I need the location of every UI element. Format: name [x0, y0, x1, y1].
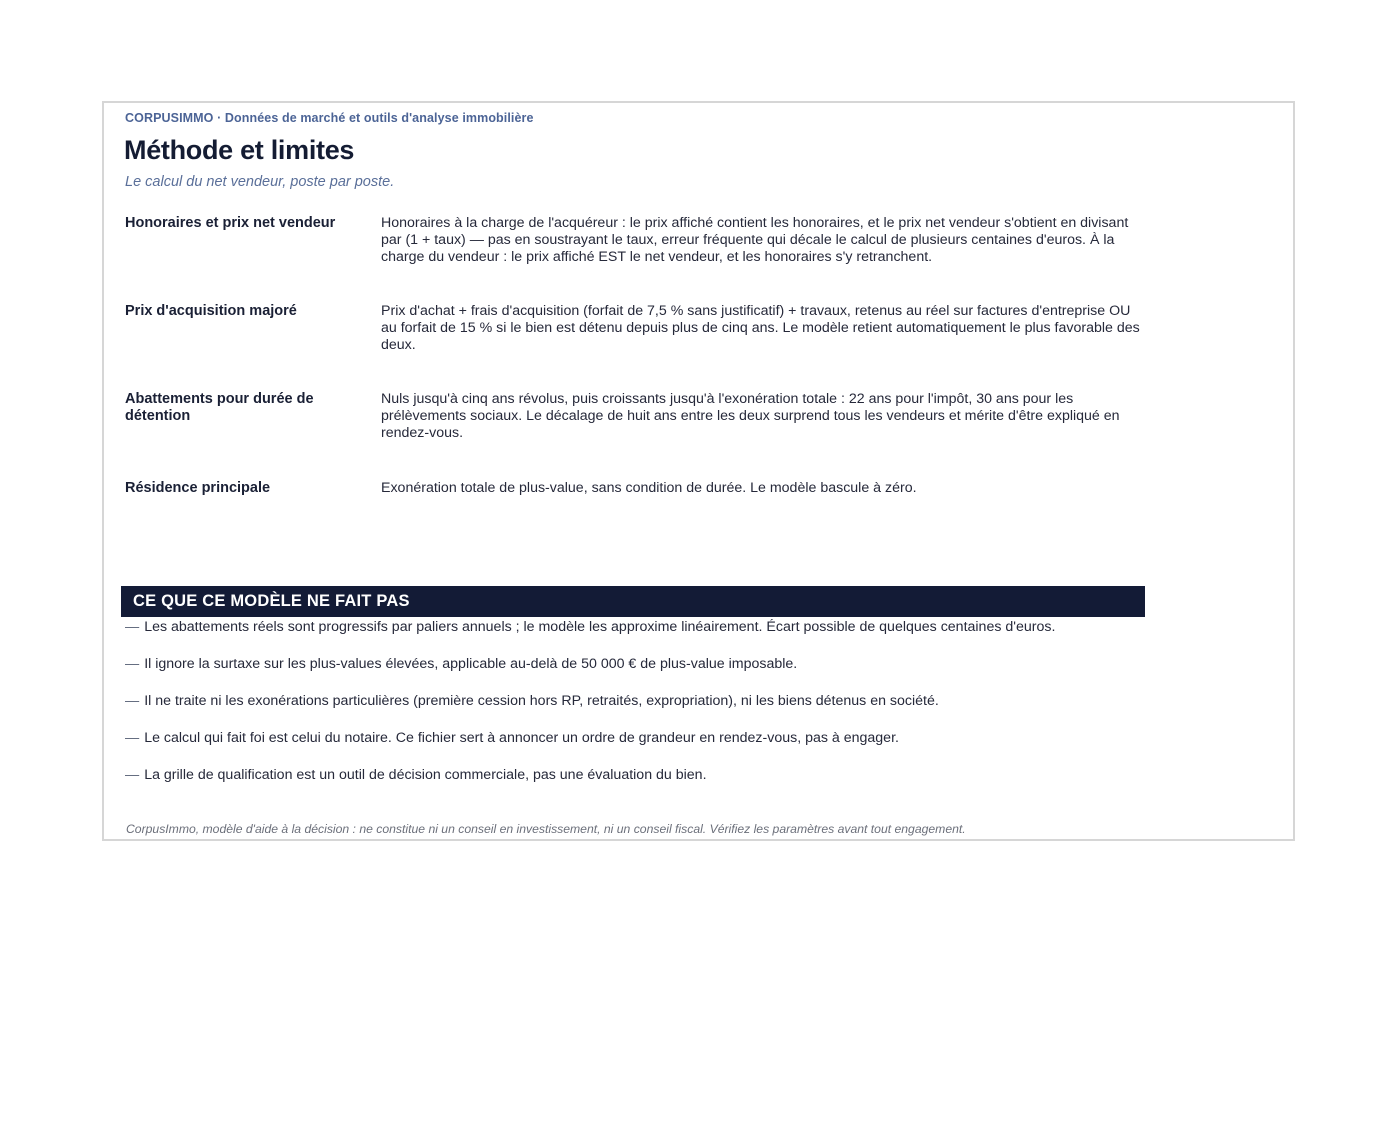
method-description: Honoraires à la charge de l'acquéreur : le prix affiché contient les honoraires, et le prix net vendeur s'obtient en divisant par (1 + taux) — pas en soustrayant le taux, erreur fréquente qui décale le calcul de plusieurs centaines d'euros. À la charge du vendeur : le prix affiché EST le net vendeur, et les honoraires s'y retranchent.	[381, 215, 1129, 266]
dash-bullet: —	[125, 619, 140, 635]
dash-bullet: —	[125, 656, 140, 672]
method-term: Résidence principale	[125, 480, 271, 496]
method-description: Nuls jusqu'à cinq ans révolus, puis croissants jusqu'à l'exonération totale : 22 ans pour l'impôt, 30 ans pour les prélèvements sociaux. Le décalage de huit ans entre les deux surprend tous les vendeurs et mérite d'être expliqué en rendez-vous.	[381, 391, 1120, 442]
page-subtitle: Le calcul du net vendeur, poste par poste.	[125, 174, 395, 190]
limit-text: Les abattements réels sont progressifs par paliers annuels ; le modèle les approxime linéairement. Écart possible de quelques centaines d'euros.	[144, 619, 1056, 635]
brand-line: CORPUSIMMO · Données de marché et outils d'analyse immobilière	[125, 111, 534, 125]
limit-item	[125, 767, 707, 784]
dash-bullet: —	[125, 730, 140, 746]
limits-section-heading: CE QUE CE MODÈLE NE FAIT PAS	[121, 586, 1145, 617]
limit-text: Le calcul qui fait foi est celui du notaire. Ce fichier sert à annoncer un ordre de grandeur en rendez-vous, pas à engager.	[144, 730, 899, 746]
dash-bullet: —	[125, 693, 140, 709]
footer-disclaimer: CorpusImmo, modèle d'aide à la décision : ne constitue ni un conseil en investissement, ni un conseil fiscal. Vérifiez les paramètres avant tout engagement.	[126, 822, 966, 836]
document-page	[102, 101, 1295, 841]
limit-text: Il ignore la surtaxe sur les plus-values élevées, applicable au-delà de 50 000 € de plus-value imposable.	[144, 656, 798, 672]
method-term: Prix d'acquisition majoré	[125, 303, 297, 319]
limit-item	[125, 656, 797, 673]
method-description: Prix d'achat + frais d'acquisition (forfait de 7,5 % sans justificatif) + travaux, retenus au réel sur factures d'entreprise OU au forfait de 15 % si le bien est détenu depuis plus de cinq ans. Le modèle retient automatiquement le plus favorable des deux.	[381, 303, 1140, 354]
limit-text: La grille de qualification est un outil de décision commerciale, pas une évaluation du bien.	[144, 767, 707, 783]
method-term: Honoraires et prix net vendeur	[125, 215, 336, 231]
dash-bullet: —	[125, 767, 140, 783]
method-description: Exonération totale de plus-value, sans condition de durée. Le modèle bascule à zéro.	[381, 480, 917, 496]
method-term: Abattements pour durée de détention	[125, 391, 314, 424]
limit-item	[125, 693, 939, 710]
limit-text: Il ne traite ni les exonérations particulières (première cession hors RP, retraités, expropriation), ni les biens détenus en société.	[144, 693, 939, 709]
limit-item	[125, 619, 1055, 636]
page-title: Méthode et limites	[124, 135, 355, 165]
limit-item	[125, 730, 899, 747]
